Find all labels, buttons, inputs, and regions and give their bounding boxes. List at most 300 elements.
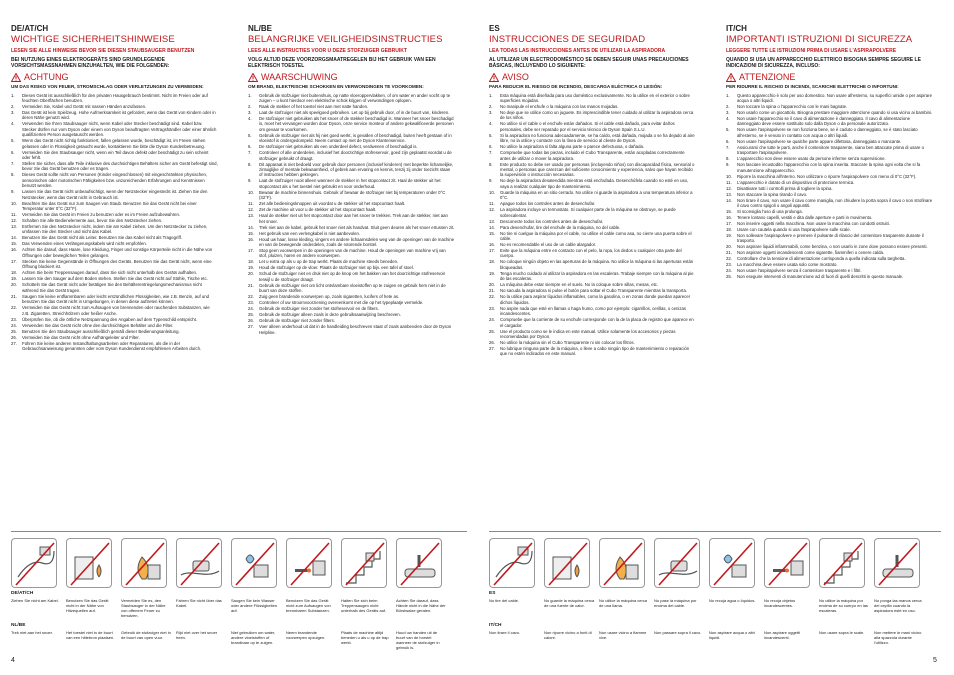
item-text: Non usarlo come un giocattolo. Bisogna prestare maggiore attenzione quando si usa vicino ai bambini.	[737, 110, 933, 115]
item-number: 10.	[248, 189, 254, 195]
divider	[11, 531, 467, 532]
picto-caption: Benutzen Sie das Gerät nicht in der Nähe von Hitzequellen auf.	[66, 598, 109, 613]
list-item	[489, 225, 696, 230]
item-number: 17.	[489, 248, 495, 254]
picto-heat-source	[66, 538, 112, 588]
picto-caption: Rijd niet over het snoer heen.	[176, 630, 218, 640]
list-item	[489, 207, 696, 218]
item-text: De stofzuiger niet gebruiken als een onderdeel defect, verdwenen of beschadigd is.	[259, 144, 418, 150]
list-item	[248, 150, 455, 161]
caption-lang-nl: NL/BE	[11, 623, 26, 628]
item-number: 2.	[726, 104, 730, 109]
item-text: Zuig geen brandende voorwerpen op, zoals sigaretten, lucifers of hete as.	[259, 294, 400, 300]
list-item	[489, 271, 696, 282]
safety-list	[248, 93, 455, 336]
item-number: 9.	[248, 178, 252, 184]
item-number: 13.	[248, 213, 254, 219]
item-number: 25.	[726, 274, 732, 280]
captions-de	[11, 598, 451, 618]
list-item	[11, 110, 218, 121]
item-number: 1.	[489, 92, 493, 98]
list-item	[11, 150, 218, 161]
list-item	[489, 121, 696, 132]
item-text: No deje la aspiradora desatendida mientras está enchufada. Desenchúfela cuando no esté en uso, vaya a realizar cualquier tipo de mantenimiento.	[500, 178, 689, 189]
picto-caption: Plaats de machine altijd beneden u als u op de trap werkt.	[341, 630, 389, 645]
item-number: 14.	[489, 224, 495, 230]
item-number: 2.	[489, 104, 493, 109]
list-item	[11, 218, 218, 223]
list-item	[11, 212, 218, 217]
item-number: 13.	[11, 224, 17, 230]
item-number: 3.	[11, 110, 15, 115]
list-item	[489, 259, 696, 270]
item-text: No utilice la aspiradora si falta alguna parte o parece defectuosa, o dañada.	[500, 144, 645, 150]
list-item	[726, 186, 933, 191]
list-item	[248, 248, 455, 259]
item-number: 5.	[248, 132, 252, 138]
item-number: 12.	[11, 218, 17, 224]
item-number: 7.	[726, 144, 730, 150]
item-number: 10.	[726, 173, 732, 179]
picto-hot-objects	[286, 538, 332, 588]
list-item	[489, 306, 696, 317]
item-text: Use el producto como se le indica en este manual. Utilice solamente los accesorios y piezas recomendadas por Dyson.	[500, 328, 676, 339]
item-text: Tenere lontano capelli, vestiti e dita dalle aperture e parti in movimento.	[737, 215, 873, 221]
item-number: 9.	[11, 189, 15, 195]
picto-caption: Fahren Sie nicht über das Kabel.	[176, 598, 222, 608]
picto-cord-runover	[654, 538, 700, 588]
item-number: 11.	[489, 201, 495, 207]
list-item	[11, 121, 218, 137]
precautions-note: AL UTILIZAR UN ELECTRODOMÉSTICO SE DEBEN SEGUIR UNAS PRECAUCIONES BÁSICAS, INCLUYENDO LO SIGUIENTE:	[489, 57, 689, 69]
item-number: 20.	[11, 282, 17, 288]
list-item	[11, 317, 218, 322]
list-item	[11, 189, 218, 200]
column-it	[726, 24, 933, 524]
item-number: 1.	[726, 92, 730, 98]
list-item	[248, 144, 455, 149]
item-text: No es recomendable el uso de un cable alargador.	[500, 242, 597, 248]
item-text: Zet alle bedieningsknoppen uit voordat u de stekker uit het stopcontact haalt.	[259, 201, 406, 207]
list-item	[726, 145, 933, 156]
item-number: 12.	[489, 207, 495, 213]
item-number: 26.	[489, 339, 495, 345]
column-nl	[248, 24, 455, 524]
list-item	[489, 150, 696, 161]
list-item	[248, 283, 455, 294]
list-item	[11, 138, 218, 149]
item-text: La aspiradora incluye un termostato. Si cualquier parte de la máquina se obstruye, se puede sobrecalentar.	[500, 207, 676, 218]
item-number: 21.	[489, 288, 495, 294]
list-item	[248, 190, 455, 201]
item-text: Führen Sie keine anderen Instandhaltungsarbeiten oder Reparaturen, als die in der Gebrauchsanweisung genannten oder vom Dyson Kundendienst empfohlenen Arbeiten durch.	[22, 340, 202, 351]
item-number: 24.	[726, 268, 732, 274]
picto-cord-pull	[489, 538, 535, 588]
picto-stairs	[819, 538, 865, 588]
item-number: 15.	[726, 209, 732, 215]
list-item	[248, 294, 455, 299]
warning-subtitle: OM BRAND, ELEKTRISCHE SCHOKKEN EN VERWONDINGEN TE VOORKOMEN:	[248, 84, 424, 89]
item-number: 14.	[11, 235, 17, 241]
warning-triangle-icon	[726, 73, 736, 82]
warning-title: WAARSCHUWING	[261, 72, 338, 82]
item-text: Dit apparaat is niet bedoeld voor gebruik door personen (inclusief kinderen) met beperkte lichamelijke, zintuiglijke of mentale bekwaamheid, of gebrek aan ervaring en kennis, tenzij zij onder toezicht staan of instructies hebben gekregen.	[259, 161, 454, 178]
item-text: Tenga mucho cuidado al utilizar la aspiradora en las escaleras. Trabaje siempre con la máquina al pie de las escaleras.	[500, 270, 694, 282]
list-item	[726, 244, 933, 249]
item-number: 25.	[11, 328, 17, 334]
item-text: L'apparecchio è dotato di un dispositivo di protezione termica.	[737, 179, 855, 185]
item-text: Desconecte todos los controles antes de desenchufar.	[500, 218, 604, 224]
list-item	[248, 231, 455, 236]
safety-list	[489, 93, 696, 357]
item-number: 23.	[726, 262, 732, 268]
language-code: NL/BE	[248, 24, 272, 33]
item-text: Controllare che la tensione di alimentazione corrisponda a quella indicata sulla targhetta.	[737, 256, 906, 262]
item-number: 22.	[248, 294, 254, 300]
item-number: 7.	[11, 161, 15, 167]
item-text: Non staccare la spina tirando il cavo.	[737, 191, 808, 197]
picto-caption: Neem brandende voorwerpen opzuigen.	[286, 630, 326, 640]
warning-subtitle: UM DAS RISIKO VON FEUER, STROMSCHLAG ODER VERLETZUNGEN ZU VERMEIDEN:	[11, 84, 204, 89]
item-number: 5.	[726, 127, 730, 133]
picto-caption: Non riporre vicino a fonti di calore.	[544, 630, 592, 640]
picto-caption: Trek niet aan het snoer.	[11, 630, 53, 635]
item-number: 10.	[489, 189, 495, 195]
precautions-note: VOLG ALTIJD DEZE VOORZORGSMAATREGELEN BIJ HET GEBRUIK VAN EEN ELEKTRISCH TOESTEL	[248, 57, 436, 69]
list-item	[11, 335, 218, 340]
list-item	[489, 162, 696, 178]
list-item	[726, 93, 933, 104]
list-item	[726, 162, 933, 173]
list-item	[248, 116, 455, 132]
item-text: Esta máquina está diseñada para uso doméstico exclusivamente. No la utilice en el exterior o sobre superficies mojadas.	[500, 92, 690, 103]
item-number: 11.	[248, 201, 254, 207]
item-number: 11.	[11, 212, 17, 218]
item-text: Schud de stofzuiger niet en druk niet op de knop om het bakken van het doorzichtige stofreservoir terwijl u de stofzuiger draagt.	[259, 271, 446, 282]
warning-title: AVISO	[502, 72, 529, 82]
item-number: 8.	[11, 172, 15, 178]
item-number: 14.	[248, 224, 254, 230]
item-number: 15.	[11, 241, 17, 247]
list-item	[489, 201, 696, 206]
item-text: Überprüfen Sie, ob die örtliche Netzspannung den Angaben auf dem Typenschild entspricht.	[22, 316, 198, 322]
item-number: 16.	[489, 242, 495, 248]
item-text: Het gebruik van een verlengkabel is niet aanbevolen.	[259, 230, 361, 236]
item-text: No utilice si el cable o el enchufe están dañados. Si el cable está dañado, para evitar daños personales, debe ser reparado por el servicio técnico de Dyson Spain S.L.U.	[500, 121, 675, 132]
caption-lang-de: DE/AT/CH	[11, 591, 34, 596]
item-number: 19.	[11, 276, 17, 282]
picto-caption: Vermeiden Sie es, den Staubsauger in der Nähe von offenem Feuer zu benutzen.	[121, 598, 166, 618]
list-item	[248, 104, 455, 109]
item-number: 3.	[248, 110, 252, 115]
list-item	[726, 180, 933, 185]
picto-cord-runover	[176, 538, 222, 588]
picto-caption: Non usare vicino a fiamme vive.	[599, 630, 647, 640]
item-number: 1.	[11, 92, 15, 98]
picto-caption: Non usare sopra le scale.	[819, 630, 865, 635]
page-number-left: 4	[11, 657, 15, 664]
picto-caption: Gebruik de stofzuiger niet in de buurt van open vuur.	[121, 630, 171, 640]
item-text: Non usare l'apparecchio se il cavo di alimentazione è danneggiato. Il cavo di alimentazione danneggiato deve essere sostituito solo dalla Dyson o da personale autorizzato.	[737, 116, 911, 127]
pictogram-row	[11, 538, 451, 588]
item-number: 6.	[489, 144, 493, 150]
item-number: 4.	[248, 116, 252, 121]
item-number: 27.	[11, 340, 17, 346]
item-text: No la utilice para aspirar líquidos inflamables, como la gasolina, o en zonas donde puedan aparecer dichos líquidos.	[500, 294, 691, 305]
item-text: Das Verwenden eines Verlängerungskabels wird nicht empfohlen.	[22, 241, 147, 247]
item-text: Trek niet aan de kabel, gebruik het snoer niet als handvat. Sluit geen deuren als het snoer ertussen zit.	[259, 224, 455, 230]
item-number: 4.	[11, 121, 15, 127]
item-number: 5.	[11, 138, 15, 144]
item-text: Apague todos los controles antes de desenchufar.	[500, 201, 596, 207]
item-text: No aspire nada que esté en llamas o haga humo, como por ejemplo: cigarrillos, cerillas, o cenizas incandescentes.	[500, 305, 687, 317]
list-item	[248, 213, 455, 224]
item-text: Non lasciare incustodito l'apparecchio con la spina inserita. Staccare la spina ogni volta che si fa manutenzione all'apparecchio.	[737, 162, 921, 173]
item-number: 20.	[248, 271, 254, 277]
item-text: Vermeiden Sie den Staubsauger nicht, wenn ein Teil davon defekt oder beschädigt zu sein scheint oder fehlt.	[22, 149, 209, 161]
read-instructions-note: LEA TODAS LAS INSTRUCCIONES ANTES DE UTILIZAR LA ASPIRADORA	[489, 48, 666, 54]
section-title: IMPORTANTI ISTRUZIONI DI SICUREZZA	[726, 34, 913, 45]
list-item	[726, 104, 933, 109]
list-item	[11, 161, 218, 172]
item-number: 18.	[11, 270, 17, 276]
section-title: BELANGRIJKE VEILIGHEIDSINSTRUCTIES	[248, 34, 443, 45]
list-item	[11, 276, 218, 281]
list-item	[248, 237, 455, 248]
captions-nl	[11, 630, 451, 650]
item-text: Gebruik de stofzuiger alleen zoals in deze gebruiksaanwijzing beschreven.	[259, 312, 401, 318]
picto-cord-pull	[11, 538, 57, 588]
item-text: Stecken Sie keine Gegenstände in Öffnungen des Geräts. Benutzen Sie das Gerät nicht, wenn eine Öffnung blockiert ist.	[22, 258, 212, 270]
item-number: 16.	[726, 215, 732, 221]
item-number: 24.	[489, 317, 495, 323]
item-text: Para desenchufar, tire del enchufe de la máquina, no del cable.	[500, 224, 621, 230]
language-code: IT/CH	[726, 24, 747, 33]
item-number: 23.	[248, 300, 254, 306]
item-number: 20.	[489, 282, 495, 288]
picto-caption: No guarde la máquina cerca de una fuente de calor.	[544, 598, 595, 608]
item-text: No lubrique ninguna parte de la máquina, o lleve a cabo ningún tipo de mantenimiento o reparación que no estén indicados en este manual.	[500, 345, 690, 357]
item-number: 14.	[726, 197, 732, 203]
list-item	[489, 317, 696, 328]
item-text: Non eseguire interventi di manutenzione ad di fuori di quelli descritti in questo manuale.	[737, 274, 904, 280]
warning-heading	[489, 72, 696, 82]
column-es	[489, 24, 696, 524]
picto-brush-bar	[874, 538, 920, 588]
item-text: Non toccare la spina o l'apparecchio con le mani bagnate.	[737, 104, 848, 109]
item-number: 4.	[489, 121, 493, 127]
item-text: Dieses Gerät ist ausschließlich für den privaten Hausgebrauch bestimmt. Nicht im Freien oder auf feuchten Oberflächen benutzen.	[22, 92, 208, 103]
warning-heading	[726, 72, 933, 82]
item-text: Houd de stofzuiger op de vloer. Plaats de stofzuiger niet op bijv. een tafel of stoel.	[259, 265, 414, 271]
item-number: 17.	[248, 248, 254, 254]
picto-caption: No recoja objetos incandescentes.	[764, 598, 796, 608]
item-number: 4.	[726, 116, 730, 121]
list-item	[726, 233, 933, 244]
list-item	[726, 256, 933, 261]
section-title: WICHTIGE SICHERHEITSHINWEISE	[11, 34, 175, 45]
item-text: Gebruik de stofzuiger niet als hij niet goed werkt, is gevallen of beschadigd, buiten heeft gestaan of in vloeistof is ondergedompeld. Neem contact op met de Dyson Klantenservice.	[259, 132, 452, 144]
item-text: Schütteln Sie das Gerät nicht oder betätigen Sie den Behälterentriegelungsmechanismus nicht während Sie das Gerät tragen.	[22, 282, 202, 293]
item-text: Vermeiden Sie das Gerät nicht zum Aufsaugen von brennenden oder rauchenden Substanzen, wie z.B. Zigaretten, Streichhölzern oder heißer Asche.	[22, 305, 210, 316]
item-text: Achten Sie beim Treppensaugen darauf, dass Sie sich nicht unterhalb des Geräts aufhalten.	[22, 270, 198, 276]
item-number: 27.	[248, 324, 254, 330]
picto-brush-bar	[396, 538, 442, 588]
item-number: 8.	[726, 156, 730, 162]
item-text: Disattivare tutti i controlli prima di togliere la spina.	[737, 185, 833, 191]
item-number: 6.	[248, 144, 252, 150]
item-number: 10.	[11, 200, 17, 206]
list-item	[248, 318, 455, 323]
list-item	[489, 190, 696, 201]
item-number: 17.	[726, 221, 732, 227]
section-title: INSTRUCCIONES DE SEGURIDAD	[489, 34, 646, 45]
item-text: Non aspirare liquidi infiammabili, come benzina, o non usarlo in zone dove possono essere presenti.	[737, 244, 928, 250]
list-item	[726, 209, 933, 214]
warning-subtitle: PARA REDUCIR EL RIESGO DE INCENDIO, DESCARGA ELÉCTRICA O LESIÓN:	[489, 84, 663, 89]
warning-triangle-icon	[489, 73, 499, 82]
list-item	[726, 116, 933, 127]
item-number: 19.	[726, 233, 732, 239]
item-number: 23.	[489, 305, 495, 311]
list-item	[11, 305, 218, 316]
item-text: Guarde la máquina en un sitio cerrado. No utilice ni guarde la aspiradora a una temperatura inferior a 0°C.	[500, 189, 693, 201]
list-item	[726, 227, 933, 232]
picto-heat-source	[544, 538, 590, 588]
list-item	[248, 300, 455, 305]
warning-triangle-icon	[248, 73, 258, 82]
list-item	[489, 144, 696, 149]
picto-caption: Niet gebruiken om water, andere vloeistoffen of brandbaar op te zuigen.	[231, 630, 276, 645]
item-text: Evite que la máquina entre en contacto con el pelo, la ropa, los dedos u cualquier otra parte del cuerpo.	[500, 248, 682, 259]
list-item	[489, 110, 696, 121]
item-number: 19.	[489, 270, 495, 276]
item-number: 16.	[11, 247, 17, 253]
item-number: 12.	[248, 207, 254, 213]
picto-caption: No utilice la máquina por encima de su cuerpo en las escaleras.	[819, 598, 868, 613]
item-text: Entfernen Sie den Netzstecker nicht, indem Sie am Kabel ziehen. Um den Netzstecker zu ziehen, umfassen Sie den Stecker und nicht das Kabel.	[22, 224, 208, 235]
item-text: Este producto no debe ser usado por personas (incluyendo niños) con discapacidad física, sensorial o mental, o personas que carezcan del suficiente conocimiento y experiencia, salvo que hayan recibido la supervisión o instrucción necesarias.	[500, 161, 695, 178]
picto-caption: Saugen Sie kein Wasser oder andere Flüssigkeiten auf.	[231, 598, 278, 613]
item-text: Houd uw haar, losse kleding, vingers en andere lichaamsdelen weg van de openingen van de machine en van de bewegende onderdelen, zoals de rotorende borstel.	[259, 236, 455, 248]
item-number: 5.	[489, 132, 493, 138]
item-text: Controleer of uw stroomvoorziening overeenkomt met die op het typeplaatje vermelde.	[259, 300, 424, 306]
picto-caption: Non passare sopra il cavo.	[654, 630, 702, 635]
list-item	[726, 274, 933, 279]
item-text: Vermeiden Sie das Gerät im Freien zu benutzen oder es im Freien aufzubewahren.	[22, 212, 181, 218]
list-item	[489, 104, 696, 109]
item-text: Non inserire oggetti nella macchina. Non usare la macchina con condotti ostruiti.	[737, 221, 890, 227]
picto-water	[231, 538, 277, 588]
list-item	[726, 221, 933, 226]
item-text: Non usare l'aspirapolvere se qualche parte appare difettosa, danneggiata o mancante.	[737, 138, 902, 144]
list-item	[248, 271, 455, 282]
item-text: Let u extra op als u op de trap werkt. Plaats de machine steeds beneden.	[259, 259, 399, 265]
list-item	[726, 192, 933, 197]
item-text: Das Gerät ist kein Spielzeug. Hohe Aufmerksamkeit ist gefordert, wenn das Gerät von Kindern oder in deren Nähe genutzt wird.	[22, 110, 216, 121]
list-item	[726, 156, 933, 161]
captions-it	[489, 630, 929, 645]
item-text: Voer alleen onderhoud uit dat in de handleiding beschreven staat of zoals aanbevolen door de Dyson Helpline.	[259, 324, 452, 335]
item-text: Lassen Sie den Sauger auf dem Boden stehen. Stellen Sie das Gerät nicht auf Stühle, Tische etc.	[22, 276, 208, 282]
list-item	[726, 215, 933, 220]
item-number: 25.	[248, 312, 254, 318]
item-number: 18.	[489, 259, 495, 265]
item-number: 9.	[726, 162, 730, 168]
item-text: Laat de stofzuiger nooit alleen wanneer de stekker in het stopcontact zit. Haal de stekker uit het stopcontact als u het toestel niet gebruikt en voor onderhoud.	[259, 178, 441, 189]
picto-caption: Non aspirare acqua o altri liquidi.	[709, 630, 755, 640]
list-item	[489, 288, 696, 293]
item-text: Stellen Sie sicher, dass alle Teile inklusive des durchsichtigen Behälters sicher am Gerät befestigt sind, bevor Sie das Gerät benutzen oder es tragen.	[22, 161, 218, 172]
item-text: Stop geen voorwerpen in de openingen van de machine. Houd de openingen van machine vrij van stof, pluizen, haren en andere voorwerpen.	[259, 248, 446, 259]
picto-caption: No tire del cable.	[489, 598, 520, 603]
caption-lang-es: ES	[489, 591, 496, 596]
picto-caption: Achten Sie darauf, dass Hände nicht in die Nähe der Bürstwalze geraten.	[396, 598, 446, 613]
language-code: ES	[489, 24, 500, 33]
warning-heading	[11, 72, 218, 82]
item-text: No coloque ningún objeto en las aperturas de la máquina. No utilice la máquina si las aperturas están bloqueadas.	[500, 259, 694, 270]
item-text: No deje que se utilice como un juguete. Es imprescindible tener cuidado al utilizar la aspiradora cerca de los niños.	[500, 110, 694, 121]
list-item	[248, 201, 455, 206]
divider	[489, 531, 941, 532]
pictogram-row	[489, 538, 929, 588]
picto-caption: No pase la máquina por encima del cable.	[654, 598, 697, 608]
item-text: Si sconsiglia l'uso di una prolunga.	[737, 209, 803, 215]
read-instructions-note: LEES ALLE INSTRUCTIES VOOR U DEZE STOFZUIGER GEBRUIKT	[248, 48, 407, 54]
picto-caption: Het toestel niet in de buurt van een hittebron plaatsen.	[66, 630, 115, 640]
item-number: 25.	[489, 328, 495, 334]
item-number: 13.	[489, 218, 495, 224]
list-item	[248, 324, 455, 335]
warning-subtitle: PER RIDURRE IL RISCHIO DI INCENDI, SCARICHE ELETTRICHE O INFORTUNI:	[726, 84, 899, 89]
list-item	[11, 104, 218, 109]
item-number: 15.	[489, 230, 495, 236]
list-item	[248, 259, 455, 264]
item-number: 3.	[489, 110, 493, 115]
list-item	[248, 162, 455, 178]
captions-es	[489, 598, 929, 613]
item-text: Non aspirare oggetti incandescenti come sigarette, fiammiferi o cenere calda.	[737, 250, 885, 256]
item-text: Benutzen Sie den Staubsauger ausschließlich gemäß dieser Bedienungsanleitung.	[22, 328, 180, 334]
item-text: Raak de stekker of het toestel niet aan met natte handen.	[259, 104, 369, 109]
item-text: No tire ni cuelgue la máquina por el cable, no utilice el cable como asa, no cierre una puerta sobre el cable.	[500, 230, 692, 242]
precautions-note: BEI NUTZUNG EINES ELEKTROGERÄTS SIND GRUNDLEGENDE VORSICHTSMASSNAHMEN EINZUHALTEN, WIE DIE FOLGENDEN:	[11, 57, 170, 69]
list-item	[489, 248, 696, 259]
list-item	[11, 323, 218, 328]
picto-open-fire	[599, 538, 645, 588]
item-text: Laat de stofzuiger niet als speelgoed gebruiken. Let op bij gebruik door, of in de buurt van, kinderen.	[259, 110, 450, 115]
picto-open-fire	[121, 538, 167, 588]
list-item	[248, 265, 455, 270]
picto-water	[709, 538, 755, 588]
picto-hot-objects	[764, 538, 810, 588]
list-item	[489, 93, 696, 104]
item-number: 8.	[248, 161, 252, 167]
list-item	[11, 247, 218, 258]
read-instructions-note: LEGGERE TUTTE LE ISTRUZIONI PRIMA DI USARE L'ASPIRAPOLVERE	[726, 48, 897, 54]
item-text: La macchina deve essere usata solo come mostrato.	[737, 262, 838, 268]
item-number: 19.	[248, 265, 254, 271]
safety-list	[11, 93, 218, 352]
item-number: 22.	[489, 294, 495, 300]
picto-caption: Non tirare il cavo.	[489, 630, 521, 635]
list-item	[726, 110, 933, 115]
list-item	[489, 242, 696, 247]
picto-caption: Houd uw handen uit de buurt van de borstel wanneer de stofzuiger in gebruik is.	[396, 630, 440, 650]
item-number: 22.	[726, 256, 732, 262]
item-text: No sacuda la aspiradora ni pulse el botón para soltar el Cubo Transparente mientras la transporta.	[500, 288, 688, 294]
list-item	[726, 250, 933, 255]
